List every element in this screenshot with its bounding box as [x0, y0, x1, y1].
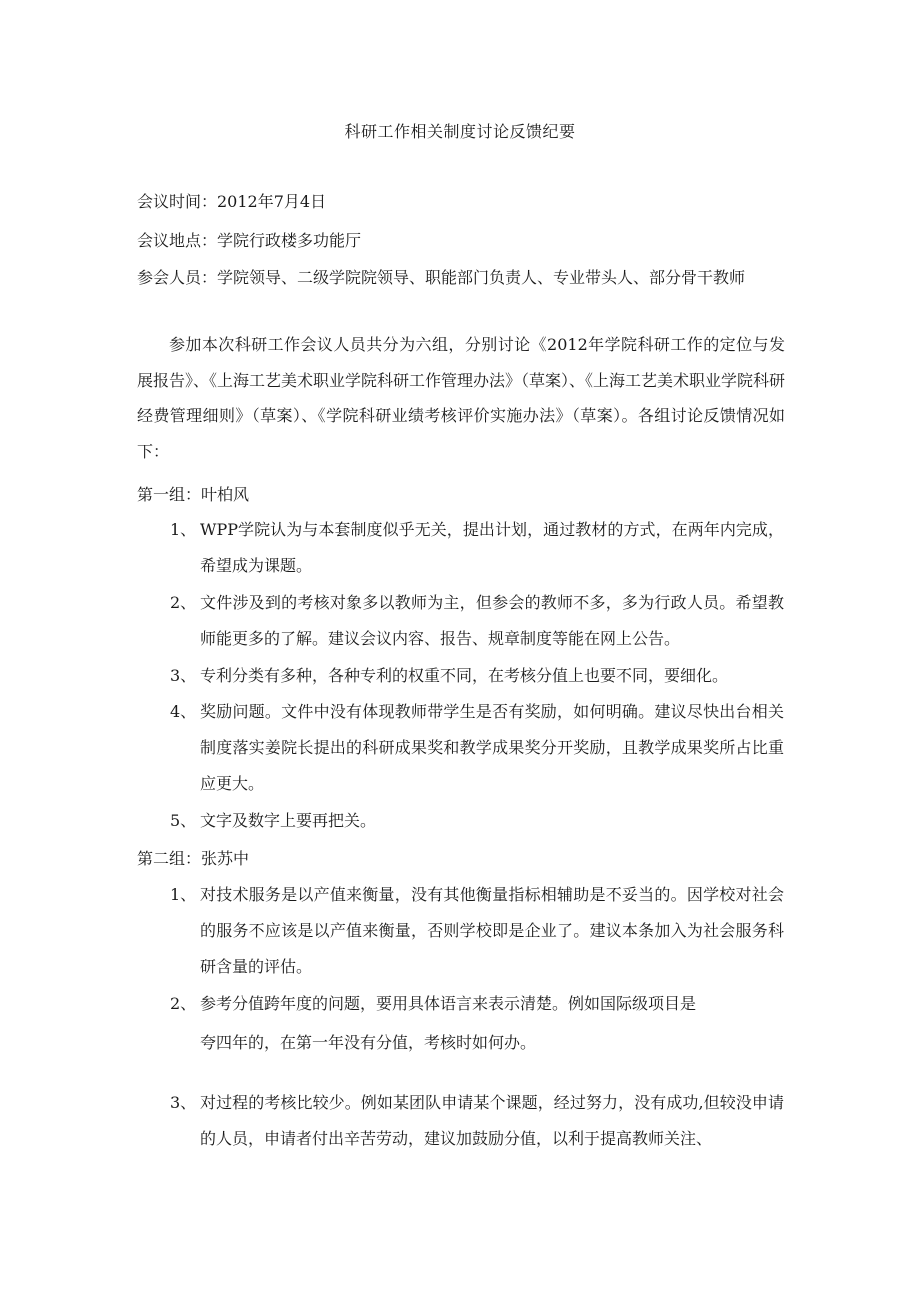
- item-number: 3、: [170, 1093, 197, 1112]
- item-text: 文件涉及到的考核对象多以教师为主，但参会的教师不多，多为行政人员。希望教师能更多的了解。建议会议内容、报告、规章制度等能在网上公告。: [200, 593, 784, 648]
- item-text: 奖励问题。文件中没有体现教师带学生是否有奖励，如何明确。建议尽快出台相关制度落实姜院长提出的科研成果奖和教学成果奖分开奖励，且教学成果奖所占比重应更大。: [200, 702, 784, 793]
- list-item: [170, 585, 784, 657]
- list-item: [170, 803, 784, 839]
- list-item: [170, 658, 784, 694]
- item-text: WPP学院认为与本套制度似乎无关，提出计划，通过教材的方式，在两年内完成，希望成为课题。: [200, 520, 784, 575]
- item-text-continuation: 夸四年的，在第一年没有分值，考核时如何办。: [200, 1033, 537, 1052]
- item-number: 2、: [170, 994, 197, 1013]
- item-number: 4、: [170, 702, 197, 721]
- group-heading-1: 第一组：叶柏风: [137, 485, 250, 504]
- item-number: 2、: [170, 593, 197, 612]
- list-item: [170, 1085, 784, 1157]
- list-item: [170, 986, 784, 1022]
- document-title: 科研工作相关制度讨论反馈纪要: [344, 122, 576, 141]
- intro-paragraph: 参加本次科研工作会议人员共分为六组，分别讨论《2012年学院科研工作的定位与发展报告》、《上海工艺美术职业学院科研工作管理办法》（草案）、《上海工艺美术职业学院科研经费管理细则》（草案）、《学院科研业绩考核评价实施办法》（草案）。各组讨论反馈情况如下：: [137, 335, 786, 461]
- meeting-attendees: 参会人员：学院领导、二级学院院领导、职能部门负责人、专业带头人、部分骨干教师: [137, 268, 746, 287]
- item-number: 5、: [170, 811, 197, 830]
- meeting-place: 会议地点：学院行政楼多功能厅: [137, 231, 362, 250]
- item-text: 参考分值跨年度的问题，要用具体语言来表示清楚。例如国际级项目是: [200, 994, 697, 1013]
- group-heading-2: 第二组：张苏中: [137, 849, 250, 868]
- item-text: 文字及数字上要再把关。: [200, 811, 377, 830]
- item-number: 1、: [170, 520, 197, 539]
- meeting-time: 会议时间：2012年7月4日: [137, 192, 327, 211]
- list-item: [170, 694, 784, 802]
- item-text: 对技术服务是以产值来衡量，没有其他衡量指标相辅助是不妥当的。因学校对社会的服务不应该是以产值来衡量，否则学校即是企业了。建议本条加入为社会服务科研含量的评估。: [200, 885, 784, 976]
- list-item: [170, 512, 784, 584]
- item-number: 1、: [170, 885, 197, 904]
- list-item: [170, 877, 784, 985]
- item-number: 3、: [170, 666, 197, 685]
- item-text: 对过程的考核比较少。例如某团队申请某个课题，经过努力，没有成功,但较没申请的人员，申请者付出辛苦劳动，建议加鼓励分值，以利于提高教师关注、: [200, 1093, 784, 1148]
- item-text: 专利分类有多种，各种专利的权重不同，在考核分值上也要不同，要细化。: [200, 666, 729, 685]
